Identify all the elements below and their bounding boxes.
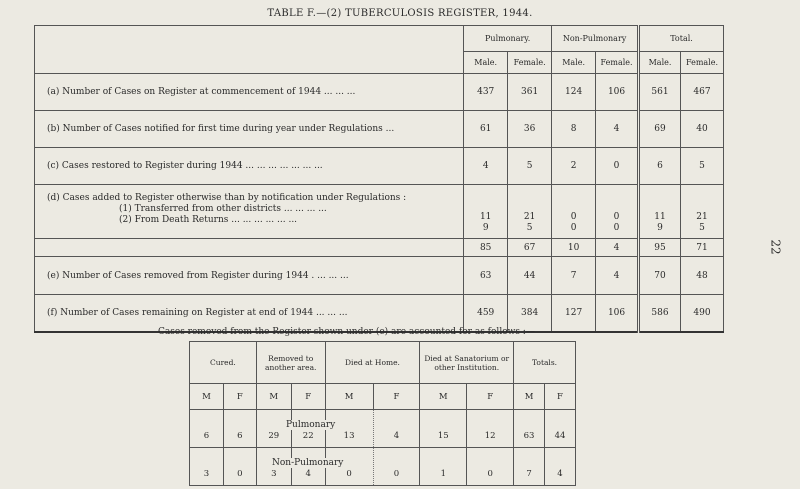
cell: 0 (596, 148, 639, 185)
cell: 40 (680, 111, 723, 148)
cell: 69 (639, 111, 681, 148)
cell: 437 (464, 74, 508, 111)
tuberculosis-register-table (34, 25, 724, 333)
subheader: M (420, 384, 467, 410)
category-pulmonary: Pulmonary (286, 420, 336, 430)
cell: 21 5 (680, 185, 723, 239)
cell: 4 (291, 448, 325, 486)
cell: 1 (420, 448, 467, 486)
cell: 70 (639, 257, 681, 295)
cell: 2 (552, 148, 596, 185)
cell: 0 (223, 448, 256, 486)
subheader: Female. (508, 52, 552, 74)
cell: 467 (680, 74, 723, 111)
table-row (35, 148, 724, 185)
cell: 3 (256, 448, 291, 486)
cell: 361 (508, 74, 552, 111)
table-row (35, 257, 724, 295)
cell: 4 (545, 448, 576, 486)
cell: 44 (508, 257, 552, 295)
cell: 124 (552, 74, 596, 111)
subheader: Female. (596, 52, 639, 74)
row-sublabel: (1) Transferred from other districts ... ... ... ... (119, 204, 327, 214)
cell: 490 (680, 295, 723, 332)
table-row (35, 295, 724, 332)
cell: 21 5 (508, 185, 552, 239)
cell: 6 (223, 410, 256, 448)
cell: 7 (514, 448, 545, 486)
cell: 63 (514, 410, 545, 448)
header-died-sanatorium: Died at Sanatorium or other Institution. (420, 342, 514, 384)
group-total: Total. (639, 26, 724, 52)
row-label-group (35, 185, 464, 239)
cell: 0 (325, 448, 373, 486)
table-row (190, 448, 576, 486)
cell: 12 (467, 410, 514, 448)
cell: 5 (508, 148, 552, 185)
cell: 22 (291, 410, 325, 448)
cell: 5 (680, 148, 723, 185)
row-label: (f) Number of Cases remaining on Register at end of 1944 ... ... ... (35, 295, 464, 332)
page-title: TABLE F.—(2) TUBERCULOSIS REGISTER, 1944. (267, 8, 533, 19)
cell: 459 (464, 295, 508, 332)
table-row (190, 410, 576, 448)
subheader: F (545, 384, 576, 410)
cell: 63 (464, 257, 508, 295)
group-pulmonary: Pulmonary. (464, 26, 552, 52)
cell: 106 (596, 295, 639, 332)
category-non-pulmonary: Non-Pulmonary (272, 458, 344, 468)
subheader: F (291, 384, 325, 410)
subheader: M (325, 384, 373, 410)
cell: 4 (373, 410, 420, 448)
cell: 0 0 (596, 185, 639, 239)
cell: 586 (639, 295, 681, 332)
cell: 0 (373, 448, 420, 486)
cell: 127 (552, 295, 596, 332)
cell: 8 (552, 111, 596, 148)
cell: 11 9 (639, 185, 681, 239)
cell: 44 (545, 410, 576, 448)
cell: 0 (467, 448, 514, 486)
header-cured: Cured. (190, 342, 257, 384)
cell: 4 (596, 257, 639, 295)
cell: 36 (508, 111, 552, 148)
table-row (35, 185, 724, 239)
cell: 48 (680, 257, 723, 295)
subheader: Male. (552, 52, 596, 74)
cell: 71 (680, 239, 723, 257)
subheader: F (223, 384, 256, 410)
cell: 67 (508, 239, 552, 257)
cell: 7 (552, 257, 596, 295)
table-row (35, 111, 724, 148)
cell: 4 (464, 148, 508, 185)
removals-breakdown-table (189, 341, 576, 486)
cell: 3 (190, 448, 224, 486)
cell: 95 (639, 239, 681, 257)
row-label: (a) Number of Cases on Register at commencement of 1944 ... ... ... (35, 74, 464, 111)
row-label: (b) Number of Cases notified for first time during year under Regulations ... (35, 111, 464, 148)
cell: 6 (639, 148, 681, 185)
cell: 4 (596, 239, 639, 257)
row-label: (e) Number of Cases removed from Register during 1944 . ... ... ... (35, 257, 464, 295)
table-row (35, 74, 724, 111)
subheader: Male. (464, 52, 508, 74)
header-blank (35, 26, 464, 74)
cell: 6 (190, 410, 224, 448)
subheader: Male. (639, 52, 681, 74)
cell: 85 (464, 239, 508, 257)
footnote: Cases removed from the Register shown under (e) are accounted for as follows :— (158, 327, 535, 337)
row-label: (c) Cases restored to Register during 1944 ... ... ... ... ... ... ... (35, 148, 464, 185)
cell: 11 9 (464, 185, 508, 239)
header-removed: Removed to another area. (256, 342, 325, 384)
cell: 384 (508, 295, 552, 332)
cell: 29 (256, 410, 291, 448)
cell: 106 (596, 74, 639, 111)
subheader: F (373, 384, 420, 410)
subheader: Female. (680, 52, 723, 74)
cell: 0 0 (552, 185, 596, 239)
subheader: F (467, 384, 514, 410)
row-sublabel: (2) From Death Returns ... ... ... ... ... ... (119, 215, 298, 225)
group-non-pulmonary: Non-Pulmonary (552, 26, 639, 52)
header-totals: Totals. (514, 342, 576, 384)
subheader: M (256, 384, 291, 410)
subheader: M (190, 384, 224, 410)
cell: 61 (464, 111, 508, 148)
page-number: 22 (768, 239, 783, 255)
cell: 10 (552, 239, 596, 257)
row-label (35, 239, 464, 257)
cell: 15 (420, 410, 467, 448)
subtotal-row (35, 239, 724, 257)
subheader: M (514, 384, 545, 410)
cell: 13 (325, 410, 373, 448)
cell: 561 (639, 74, 681, 111)
header-died-home: Died at Home. (325, 342, 420, 384)
cell: 4 (596, 111, 639, 148)
row-label: (d) Cases added to Register otherwise than by notification under Regulations : (47, 193, 407, 203)
